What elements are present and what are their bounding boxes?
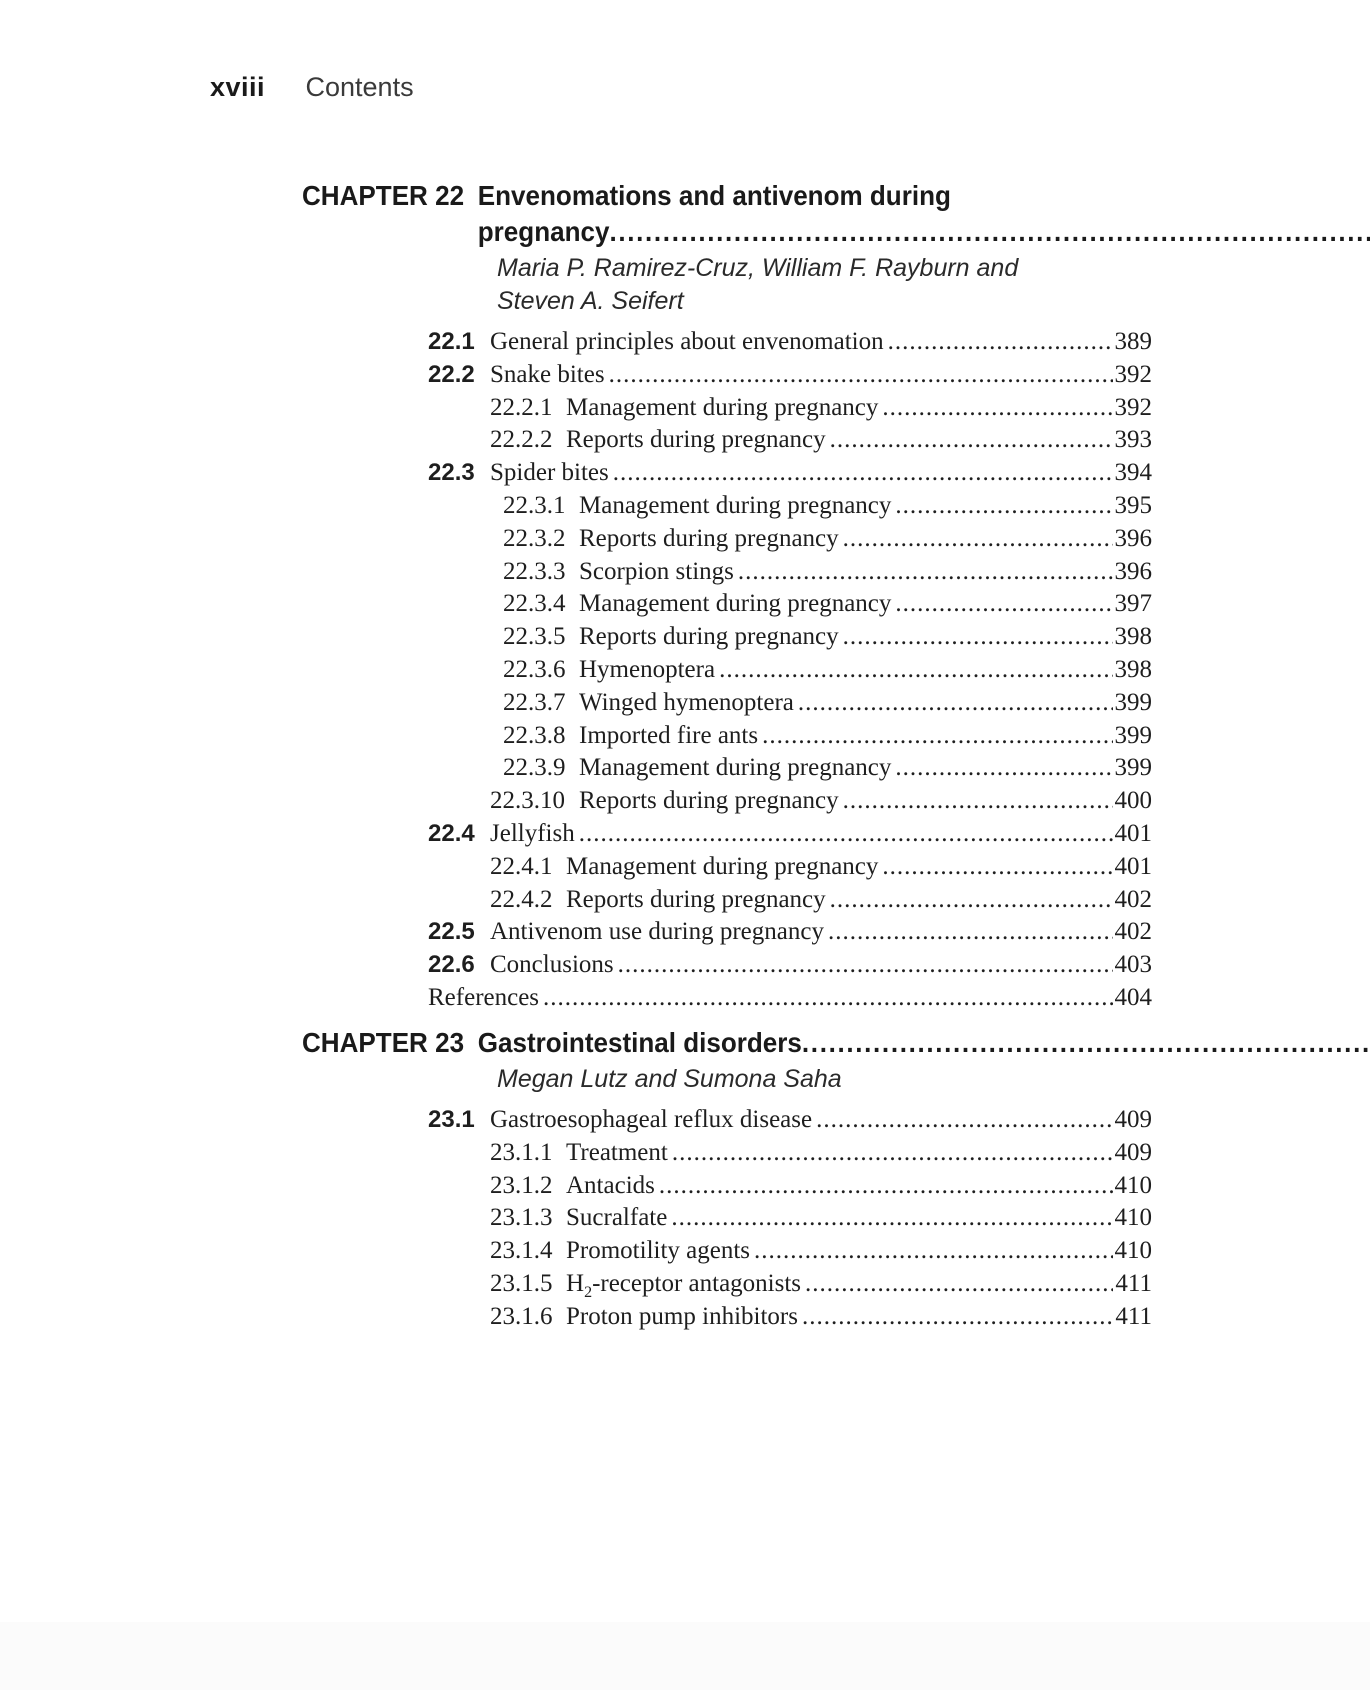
leader-dots	[734, 558, 1113, 586]
toc-entry[interactable]	[302, 1172, 1152, 1205]
section-title: Sucralfate	[566, 1204, 668, 1232]
toc-entry[interactable]	[302, 1106, 1152, 1139]
toc-entry[interactable]	[302, 1139, 1152, 1172]
section-number: 22.3.3	[503, 557, 566, 585]
authors-line1: Maria P. Ramirez-Cruz, William F. Rayburn and	[497, 254, 1019, 282]
toc-entry[interactable]	[302, 558, 1152, 591]
leader-dots	[539, 984, 1112, 1012]
leader-dots	[891, 754, 1112, 782]
section-title: Antacids	[566, 1171, 655, 1199]
toc-entry[interactable]	[302, 951, 1152, 984]
section-number: 22.3.8	[503, 721, 566, 749]
section-number: 22.4.1	[490, 852, 553, 880]
chapter-authors	[497, 1063, 1152, 1096]
chapter-22-entries	[302, 328, 1152, 1017]
leader-dots	[575, 820, 1113, 848]
section-title: Management during pregnancy	[566, 852, 879, 880]
leader-dots	[891, 590, 1112, 618]
leader-dots	[655, 1172, 1113, 1200]
section-page: 392	[1114, 360, 1152, 388]
section-page: 402	[1114, 885, 1152, 913]
toc-entry[interactable]	[302, 525, 1152, 558]
leader-dots	[667, 1204, 1112, 1232]
chapter-title-line1: Envenomations and antivenom during	[477, 180, 951, 211]
section-title	[566, 1270, 801, 1302]
section-page: 396	[1114, 524, 1152, 552]
page-folio: xviii	[210, 72, 266, 102]
section-number: 22.3.1	[503, 491, 566, 519]
toc-entry[interactable]	[302, 754, 1152, 787]
section-title: Snake bites	[490, 360, 605, 388]
section-page: 401	[1114, 819, 1152, 847]
toc-entry[interactable]	[302, 1204, 1152, 1237]
section-number: 23.1.3	[490, 1204, 553, 1232]
section-number: 23.1.4	[490, 1237, 553, 1265]
toc-entry[interactable]	[302, 918, 1152, 951]
leader-dots	[750, 1237, 1112, 1265]
section-page: 402	[1114, 918, 1152, 946]
leader-dots	[794, 689, 1113, 717]
section-number: 23.1	[428, 1106, 475, 1133]
section-number: 22.4.2	[490, 885, 553, 913]
section-number: 22.3.5	[503, 623, 566, 651]
section-page: 398	[1114, 623, 1152, 651]
leader-dots	[878, 853, 1112, 881]
toc-entry[interactable]	[302, 820, 1152, 853]
section-title: Jellyfish	[490, 819, 575, 847]
title-part: H	[566, 1269, 585, 1297]
toc-entry[interactable]	[302, 492, 1152, 525]
subscript: 2	[584, 1283, 593, 1301]
chapter-23	[302, 1025, 1152, 1336]
section-title: Promotility agents	[566, 1237, 751, 1265]
section-number: 23.1.1	[490, 1138, 553, 1166]
section-title: Reports during pregnancy	[579, 623, 839, 651]
chapter-23-entries	[302, 1106, 1152, 1336]
running-head-title: Contents	[305, 72, 414, 102]
section-page: 409	[1114, 1138, 1152, 1166]
leader-dots	[609, 214, 1370, 250]
authors-line2: Steven A. Seifert	[497, 287, 684, 315]
chapter-title: Gastrointestinal disorders	[477, 1027, 802, 1058]
section-title: Winged hymenoptera	[579, 688, 794, 716]
section-number: 22.3.10	[490, 787, 565, 815]
leader-dots	[715, 656, 1112, 684]
section-number: 22.4	[428, 819, 475, 847]
section-title: Management during pregnancy	[579, 754, 892, 782]
leader-dots	[878, 394, 1112, 422]
leader-dots	[802, 1025, 1370, 1061]
chapter-title-line2: pregnancy	[477, 216, 610, 247]
leader-dots	[884, 328, 1113, 356]
section-page: 399	[1114, 688, 1152, 716]
section-title: Conclusions	[490, 951, 614, 979]
toc-entry[interactable]	[302, 459, 1152, 492]
toc-entry-references[interactable]	[302, 984, 1152, 1017]
chapter-label: CHAPTER 22	[302, 180, 465, 211]
toc-entry[interactable]	[302, 1270, 1152, 1303]
leader-dots	[609, 459, 1113, 487]
leader-dots	[798, 1303, 1113, 1331]
chapter-22	[302, 178, 1152, 1017]
leader-dots	[668, 1139, 1113, 1167]
section-number: 22.2.2	[490, 426, 553, 454]
leader-dots	[826, 886, 1113, 914]
chapter-heading[interactable]	[302, 178, 1152, 250]
chapter-heading[interactable]	[302, 1025, 1152, 1061]
section-title: Reports during pregnancy	[566, 885, 826, 913]
toc-entry[interactable]	[302, 722, 1152, 755]
leader-dots	[826, 426, 1113, 454]
section-title: Gastroesophageal reflux disease	[490, 1106, 813, 1133]
toc-entry[interactable]	[302, 590, 1152, 623]
section-title: Treatment	[566, 1138, 668, 1166]
toc-entry[interactable]	[302, 394, 1152, 427]
running-head	[210, 72, 414, 103]
section-page: 393	[1114, 426, 1152, 454]
section-title: General principles about envenomation	[490, 328, 884, 355]
toc-entry[interactable]	[302, 886, 1152, 919]
section-number: 22.3	[428, 459, 475, 487]
toc-entry[interactable]	[302, 1303, 1152, 1336]
toc-entry[interactable]	[302, 853, 1152, 886]
toc-entry[interactable]	[302, 1237, 1152, 1270]
section-number: 23.1.2	[490, 1171, 553, 1199]
toc-entry[interactable]	[302, 328, 1152, 361]
section-number: 22.3.4	[503, 590, 566, 618]
section-number: 22.3.9	[503, 754, 566, 782]
section-title: Hymenoptera	[579, 655, 716, 683]
section-title: Reports during pregnancy	[579, 524, 839, 552]
section-title: Management during pregnancy	[579, 590, 892, 618]
section-page: 394	[1114, 459, 1152, 487]
section-number: 22.1	[428, 328, 475, 355]
toc-entry[interactable]	[302, 361, 1152, 394]
leader-dots	[758, 722, 1112, 750]
section-page: 395	[1114, 491, 1152, 519]
section-title: Spider bites	[490, 459, 609, 487]
section-page: 410	[1114, 1171, 1152, 1199]
section-title: Antivenom use during pregnancy	[490, 918, 824, 946]
leader-dots	[605, 361, 1113, 389]
section-number: 22.5	[428, 918, 475, 946]
toc-entry[interactable]	[302, 623, 1152, 656]
leader-dots	[824, 918, 1113, 946]
section-title: Reports during pregnancy	[579, 787, 839, 815]
section-page: 409	[1114, 1106, 1152, 1133]
section-title: Scorpion stings	[579, 557, 734, 585]
section-title: References	[428, 983, 540, 1011]
section-title: Imported fire ants	[579, 721, 759, 749]
toc-entry[interactable]	[302, 426, 1152, 459]
section-title: Management during pregnancy	[579, 491, 892, 519]
section-page: 411	[1115, 1302, 1152, 1330]
section-page: 396	[1114, 557, 1152, 585]
section-page: 403	[1114, 951, 1152, 979]
section-number: 22.3.7	[503, 688, 566, 716]
section-page: 399	[1114, 721, 1152, 749]
toc-entry[interactable]	[302, 787, 1152, 820]
leader-dots	[614, 951, 1113, 979]
section-page: 410	[1114, 1237, 1152, 1265]
section-number: 22.2.1	[490, 393, 553, 421]
section-number: 23.1.6	[490, 1302, 553, 1330]
section-page: 401	[1114, 852, 1152, 880]
section-page: 389	[1114, 328, 1152, 355]
chapter-label: CHAPTER 23	[302, 1027, 465, 1058]
leader-dots	[891, 492, 1112, 520]
section-page: 398	[1114, 655, 1152, 683]
leader-dots	[812, 1106, 1112, 1134]
section-number: 23.1.5	[490, 1269, 553, 1297]
section-page: 399	[1114, 754, 1152, 782]
section-page: 411	[1115, 1269, 1152, 1297]
section-title: Proton pump inhibitors	[566, 1302, 798, 1330]
title-part: -receptor antagonists	[592, 1269, 802, 1297]
leader-dots	[801, 1270, 1113, 1298]
section-number: 22.6	[428, 951, 475, 979]
section-page: 397	[1114, 590, 1152, 618]
toc-entry[interactable]	[302, 689, 1152, 722]
section-number: 22.3.6	[503, 655, 566, 683]
page-bottom-band	[0, 1622, 1370, 1690]
section-title: Management during pregnancy	[566, 393, 879, 421]
leader-dots	[839, 787, 1113, 815]
section-page: 392	[1114, 393, 1152, 421]
section-title: Reports during pregnancy	[566, 426, 826, 454]
toc-entry[interactable]	[302, 656, 1152, 689]
section-page: 410	[1114, 1204, 1152, 1232]
leader-dots	[839, 525, 1113, 553]
leader-dots	[839, 623, 1113, 651]
section-number: 22.2	[428, 360, 475, 388]
section-page: 404	[1114, 983, 1152, 1011]
chapter-authors	[497, 252, 1152, 318]
section-page: 400	[1114, 787, 1152, 815]
authors-line1: Megan Lutz and Sumona Saha	[497, 1065, 842, 1093]
section-number: 22.3.2	[503, 524, 566, 552]
